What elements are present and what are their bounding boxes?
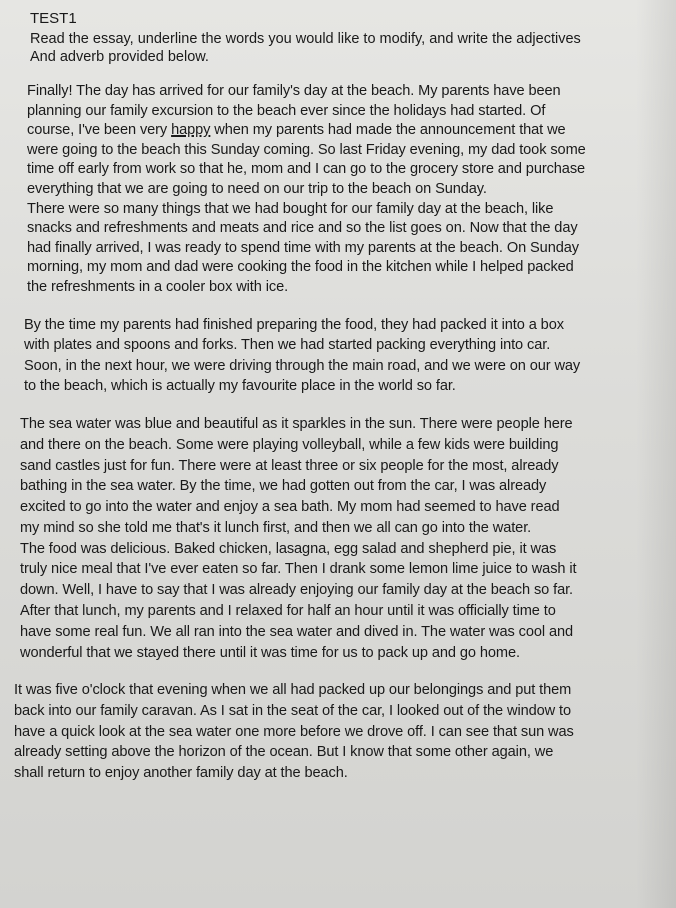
instruction-line: Read the essay, underline the words you would like to modify, and write the adjectives [30, 31, 581, 47]
essay-line: The food was delicious. Baked chicken, lasagna, egg salad and shepherd pie, it was [20, 540, 557, 557]
essay-line: down. Well, I have to say that I was already enjoying our family day at the beach so far. [20, 582, 573, 599]
essay-line: when my parents had made the announcement that we [210, 122, 566, 139]
essay-paragraph-4 [14, 680, 662, 783]
essay-line: planning our family excursion to the beach ever since the holidays had started. Of [27, 102, 546, 119]
essay-line: have some real fun. We all ran into the sea water and dived in. The water was cool and [20, 623, 574, 640]
essay-line: have a quick look at the sea water one more before we drove off. I can see that sun was [14, 723, 574, 740]
instruction-line: And adverb provided below. [30, 49, 209, 65]
essay-line: already setting above the horizon of the ocean. But I know that some other again, we [14, 744, 554, 761]
essay-line: were going to the beach this Sunday coming. So last Friday evening, my dad took some [27, 141, 586, 158]
essay-line: had finally arrived, I was ready to spend time with my parents at the beach. On Sunday [27, 239, 579, 256]
instructions [30, 30, 662, 66]
essay-line: my mind so she told me that's it lunch first, and then we all can go into the water. [20, 519, 532, 536]
essay-line: After that lunch, my parents and I relaxed for half an hour until it was officially time to [20, 603, 556, 620]
essay-line: back into our family caravan. As I sat in the seat of the car, I looked out of the window to [14, 703, 572, 720]
essay-line: the refreshments in a cooler box with ice. [27, 278, 289, 295]
essay-line: everything that we are going to need on our trip to the beach on Sunday. [27, 180, 487, 197]
essay-line: with plates and spoons and forks. Then we had started packing everything into car. [24, 337, 551, 354]
test-title: TEST1 [30, 10, 77, 27]
essay-line: snacks and refreshments and meats and rice and so the list goes on. Now that the day [27, 220, 578, 237]
essay-line: By the time my parents had finished preparing the food, they had packed it into a box [24, 316, 564, 333]
essay-line: truly nice meal that I've ever eaten so far. Then I drank some lemon lime juice to wash it [20, 561, 577, 578]
essay-line: course, I've been very [27, 122, 172, 139]
essay-line: bathing in the sea water. By the time, we had gotten out from the car, I was already [20, 478, 547, 495]
underlined-word: happy [171, 122, 211, 139]
essay-line: time off early from work so that he, mom and I can go to the grocery store and purchase [27, 161, 586, 178]
essay-line: sand castles just for fun. There were at least three or six people for the most, already [20, 457, 559, 474]
essay-line: The sea water was blue and beautiful as it sparkles in the sun. There were people here [20, 415, 573, 432]
essay-paragraph-2 [14, 315, 662, 397]
essay-line: wonderful that we stayed there until it was time for us to pack up and go home. [20, 644, 520, 661]
essay-line: Finally! The day has arrived for our family's day at the beach. My parents have been [27, 83, 561, 99]
essay-paragraph-3 [14, 414, 662, 664]
essay-line: There were so many things that we had bought for our family day at the beach, like [27, 200, 554, 217]
essay-line: excited to go into the water and enjoy a sea bath. My mom had seemed to have read [20, 499, 560, 516]
essay-body [14, 82, 662, 783]
essay-line: morning, my mom and dad were cooking the food in the kitchen while I helped packed [27, 259, 574, 276]
essay-line: Soon, in the next hour, we were driving through the main road, and we were on our way [24, 357, 581, 374]
essay-line: to the beach, which is actually my favourite place in the world so far. [24, 378, 456, 395]
essay-line: and there on the beach. Some were playing volleyball, while a few kids were building [20, 436, 559, 453]
essay-line: shall return to enjoy another family day at the beach. [14, 764, 348, 781]
essay-line: It was five o'clock that evening when we all had packed up our belongings and put them [14, 682, 572, 699]
essay-paragraph-1 [14, 82, 662, 298]
